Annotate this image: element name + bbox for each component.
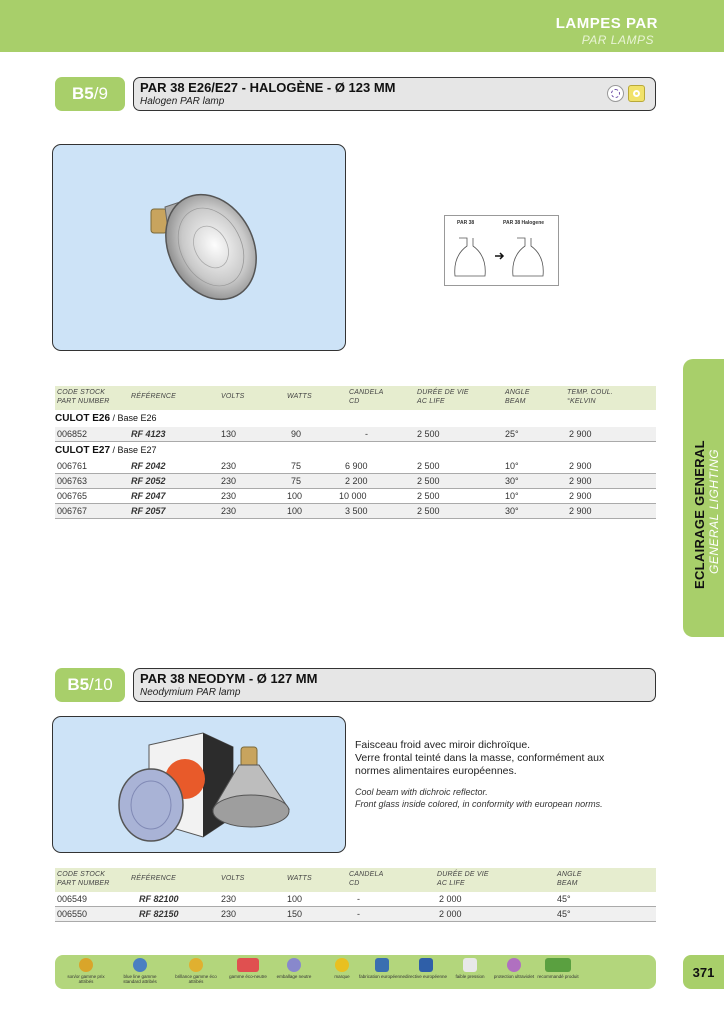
page-number: 371 <box>683 955 724 989</box>
cell-volts: 230 <box>221 476 237 486</box>
cell-code: 006765 <box>57 491 88 501</box>
cell-volts: 230 <box>221 461 237 471</box>
section2-code-badge <box>55 668 125 702</box>
cell-life: 2 500 <box>417 491 440 501</box>
cell-angle: 25° <box>505 429 519 439</box>
section2-description <box>355 739 655 810</box>
blue-line-icon <box>133 958 147 972</box>
col-duree: DURÉE DE VIE <box>437 871 489 878</box>
cell-candela: - <box>357 894 360 904</box>
col-beam: BEAM <box>557 880 578 887</box>
col-reference: RÉFÉRENCE <box>131 393 176 400</box>
side-tab-title: ECLAIRAGE GENERAL <box>692 440 707 589</box>
col-ac-life: AC LIFE <box>437 880 465 887</box>
cell-ref: RF 4123 <box>131 429 166 439</box>
footer-legend <box>55 955 656 989</box>
par-comparison-diagram <box>444 215 559 286</box>
col-volts: VOLTS <box>221 875 245 882</box>
cell-volts: 230 <box>221 894 237 904</box>
eco-range-icon <box>237 958 259 972</box>
cell-candela: - <box>357 909 360 919</box>
cell-candela: 2 200 <box>345 476 368 486</box>
cell-angle: 10° <box>505 491 519 501</box>
section1-code-badge <box>55 77 125 111</box>
legend-item: fabrication européenne <box>357 958 407 979</box>
col-temp: TEMP. COUL. <box>567 389 614 396</box>
col-watts: WATTS <box>287 875 312 882</box>
brand-icon <box>335 958 349 972</box>
col-duree: DURÉE DE VIE <box>417 389 469 396</box>
cell-volts: 130 <box>221 429 237 439</box>
section1-table <box>55 386 656 519</box>
col-volts: VOLTS <box>221 393 245 400</box>
col-candela: CANDELA <box>349 871 384 878</box>
cell-code: 006763 <box>57 476 88 486</box>
table-header <box>55 386 656 410</box>
table-row <box>55 427 656 442</box>
section1-code-prefix: B5 <box>72 84 94 103</box>
col-angle: ANGLE <box>505 389 530 396</box>
legend-item: son/or gamme prix attribés <box>61 958 111 984</box>
neodymium-lamp-illustration <box>53 717 346 853</box>
cell-life: 2 500 <box>417 506 440 516</box>
gold-line-icon <box>79 958 93 972</box>
cell-ref: RF 2047 <box>131 491 166 501</box>
table-header <box>55 868 656 892</box>
table-row <box>55 907 656 922</box>
diagram-right-label: PAR 38 Halogene <box>503 220 545 226</box>
col-ac-life: AC LIFE <box>417 398 445 405</box>
cell-code: 006852 <box>57 429 88 439</box>
group-e27-sub: / Base E27 <box>110 445 157 455</box>
certification-icon <box>607 85 624 102</box>
col-code-stock: CODE STOCK <box>57 871 106 878</box>
legend-item: gamme éco-neutre <box>223 958 273 979</box>
cell-kelvin: 2 900 <box>569 429 592 439</box>
col-candela: CANDELA <box>349 389 384 396</box>
group-e26-sub: / Base E26 <box>110 413 157 423</box>
section2-title-box <box>133 668 656 702</box>
cell-angle: 10° <box>505 461 519 471</box>
cell-code: 006549 <box>57 894 88 904</box>
uv-protection-icon <box>507 958 521 972</box>
cell-watts: 150 <box>287 909 303 919</box>
cell-ref: RF 2052 <box>131 476 166 486</box>
section2-title: PAR 38 NEODYM - Ø 127 MM <box>140 671 318 686</box>
side-tab-subtitle: GENERAL LIGHTING <box>707 448 721 574</box>
cell-watts: 100 <box>287 491 303 501</box>
cell-watts: 100 <box>287 894 303 904</box>
cell-angle: 30° <box>505 476 519 486</box>
legend-item: directive européenne <box>401 958 451 979</box>
cell-kelvin: 2 900 <box>569 476 592 486</box>
section1-header <box>55 77 656 111</box>
cell-angle: 45° <box>557 909 571 919</box>
desc-fr-line-2: Verre frontal teinté dans la masse, conformément aux <box>355 752 605 764</box>
section1-title: PAR 38 E26/E27 - HALOGÈNE - Ø 123 MM <box>140 80 396 95</box>
cell-watts: 75 <box>291 476 302 486</box>
section2-subtitle: Neodymium PAR lamp <box>140 687 241 698</box>
cell-angle: 45° <box>557 894 571 904</box>
legend-item: faible pression <box>445 958 495 979</box>
side-category-tab <box>683 359 724 637</box>
low-pressure-icon <box>463 958 477 972</box>
table-row <box>55 892 656 907</box>
neutral-packaging-icon <box>287 958 301 972</box>
section1-subtitle: Halogen PAR lamp <box>140 96 225 107</box>
section1-cert-icons <box>607 85 645 102</box>
header-title: LAMPES PAR <box>555 15 658 32</box>
cell-candela: 6 900 <box>345 461 368 471</box>
legend-item: emballage neutre <box>269 958 319 979</box>
cell-life: 2 500 <box>417 476 440 486</box>
section1-code-num: /9 <box>93 84 108 103</box>
cell-code: 006767 <box>57 506 88 516</box>
cell-life: 2 000 <box>439 894 462 904</box>
legend-item: brillance gamme éco attribés <box>171 958 221 984</box>
col-cd: CD <box>349 880 360 887</box>
desc-fr-line-1: Faisceau froid avec miroir dichroïque. <box>355 739 531 751</box>
cell-ref: RF 82150 <box>139 909 179 919</box>
european-manufacture-icon <box>375 958 389 972</box>
col-beam: BEAM <box>505 398 526 405</box>
cell-volts: 230 <box>221 506 237 516</box>
cell-kelvin: 2 900 <box>569 506 592 516</box>
brilliance-icon <box>189 958 203 972</box>
cell-ref: RF 2057 <box>131 506 166 516</box>
desc-fr-line-3: normes alimentaires européennes. <box>355 765 517 777</box>
col-part-number: PART NUMBER <box>57 880 110 887</box>
col-kelvin: °KELVIN <box>567 398 596 405</box>
cell-candela: 10 000 <box>339 491 367 501</box>
cell-ref: RF 82100 <box>139 894 179 904</box>
cell-kelvin: 2 900 <box>569 491 592 501</box>
cell-candela: - <box>365 429 368 439</box>
halogen-lamp-illustration <box>53 145 346 351</box>
cell-life: 2 000 <box>439 909 462 919</box>
recommended-product-icon <box>545 958 571 972</box>
quality-icon <box>628 85 645 102</box>
header-subtitle: PAR LAMPS <box>581 33 654 47</box>
european-directive-icon <box>419 958 433 972</box>
cell-kelvin: 2 900 <box>569 461 592 471</box>
cell-angle: 30° <box>505 506 519 516</box>
section2-header <box>55 668 656 702</box>
col-angle: ANGLE <box>557 871 582 878</box>
neodymium-lamp-photo <box>52 716 346 853</box>
cell-volts: 230 <box>221 909 237 919</box>
cell-life: 2 500 <box>417 461 440 471</box>
cell-life: 2 500 <box>417 429 440 439</box>
group-e27 <box>55 442 656 459</box>
legend-item: blue line gamme standard attribés <box>115 958 165 984</box>
desc-en-line-1: Cool beam with dichroic reflector. <box>355 787 488 797</box>
col-part-number: PART NUMBER <box>57 398 110 405</box>
table-row <box>55 504 656 519</box>
col-watts: WATTS <box>287 393 312 400</box>
cell-code: 006550 <box>57 909 88 919</box>
halogen-lamp-photo <box>52 144 346 351</box>
cell-ref: RF 2042 <box>131 461 166 471</box>
col-code-stock: CODE STOCK <box>57 389 106 396</box>
group-e26-label: CULOT E26 <box>55 413 111 424</box>
cell-watts: 75 <box>291 461 302 471</box>
table-row <box>55 474 656 489</box>
cell-watts: 90 <box>291 429 302 439</box>
cell-candela: 3 500 <box>345 506 368 516</box>
table-row <box>55 459 656 474</box>
section1-title-box <box>133 77 656 111</box>
cell-volts: 230 <box>221 491 237 501</box>
group-e27-label: CULOT E27 <box>55 445 111 456</box>
section2-table <box>55 868 656 922</box>
legend-item: marque <box>317 958 367 979</box>
legend-item: recommandé produit <box>533 958 583 979</box>
section2-code-num: /10 <box>89 675 113 694</box>
header-bar <box>0 0 724 52</box>
col-cd: CD <box>349 398 360 405</box>
cell-code: 006761 <box>57 461 88 471</box>
col-reference: RÉFÉRENCE <box>131 875 176 882</box>
table-row <box>55 489 656 504</box>
section2-code-prefix: B5 <box>67 675 90 694</box>
cell-watts: 100 <box>287 506 303 516</box>
diagram-left-label: PAR 38 <box>457 220 475 226</box>
legend-item: protection ultraviolet <box>489 958 539 979</box>
group-e26 <box>55 410 656 427</box>
lamp-outline-icon <box>445 216 560 287</box>
desc-en-line-2: Front glass inside colored, in conformity with european norms. <box>355 799 603 809</box>
